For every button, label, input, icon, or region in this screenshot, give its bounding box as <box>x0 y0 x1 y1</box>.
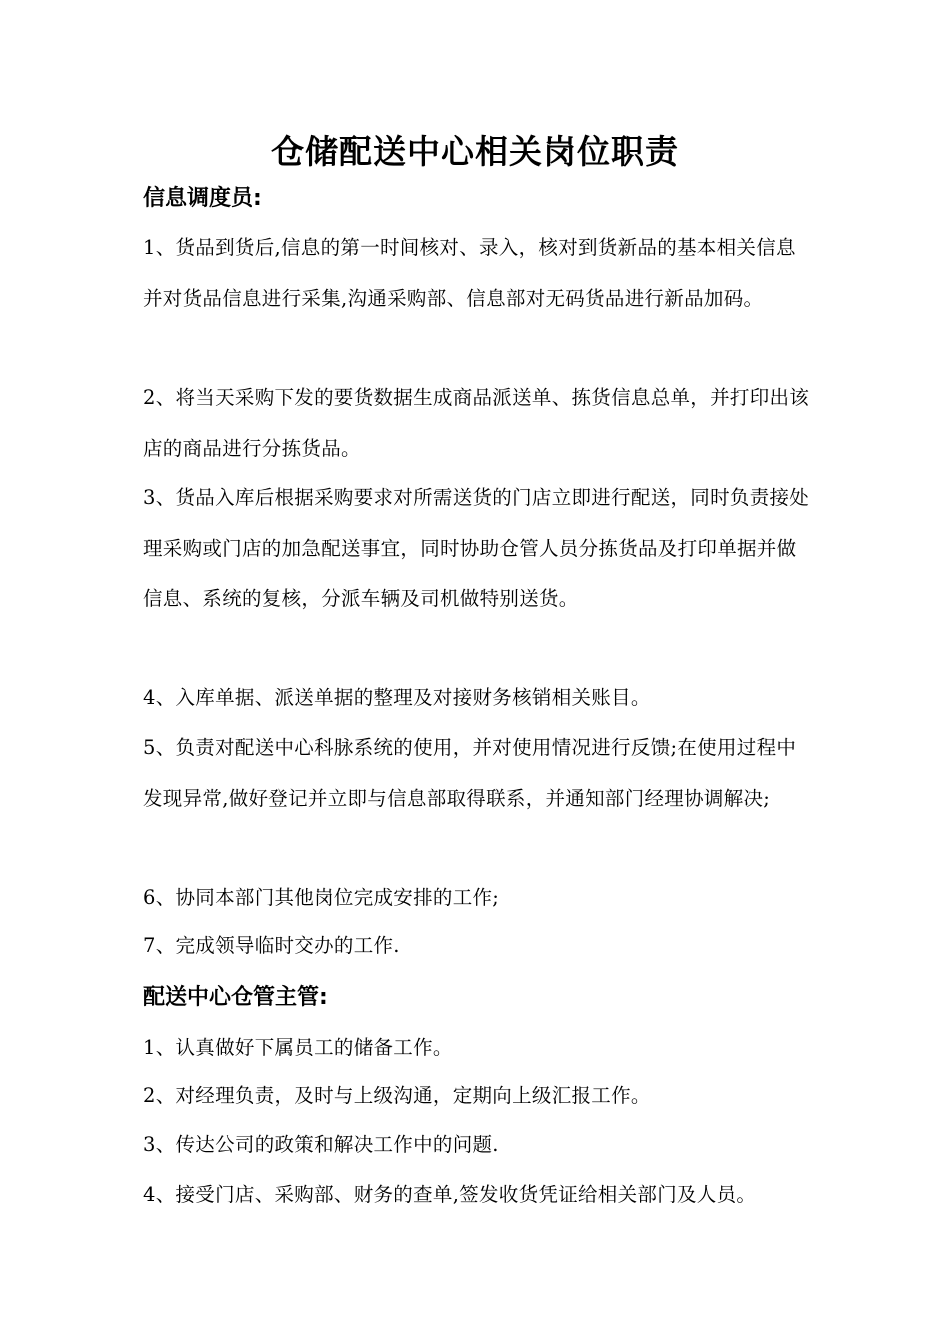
document-title: 仓储配送中心相关岗位职责 <box>271 132 679 171</box>
duty-item: 7、完成领导临时交办的工作. <box>143 934 400 957</box>
duty-item: 2、将当天采购下发的要货数据生成商品派送单、拣货信息总单，并打印出该店的商品进行分拣货品。 <box>143 386 810 460</box>
section-heading-info-dispatcher: 信息调度员: <box>143 186 262 211</box>
section-heading-warehouse-supervisor: 配送中心仓管主管: <box>143 985 328 1010</box>
duty-item: 1、认真做好下属员工的储备工作。 <box>143 1036 453 1059</box>
duty-item: 6、协同本部门其他岗位完成安排的工作; <box>143 886 500 909</box>
duty-item: 4、入库单据、派送单据的整理及对接财务核销相关账目。 <box>143 686 651 709</box>
duty-item: 4、接受门店、采购部、财务的查单,签发收货凭证给相关部门及人员。 <box>143 1183 757 1206</box>
duty-item: 5、负责对配送中心科脉系统的使用，并对使用情况进行反馈;在使用过程中发现异常,做好登记并立即与信息部取得联系，并通知部门经理协调解决; <box>143 736 797 810</box>
duty-item: 3、货品入库后根据采购要求对所需送货的门店立即进行配送，同时负责接处理采购或门店的加急配送事宜，同时协助仓管人员分拣货品及打印单据并做信息、系统的复核，分派车辆及司机做特别送货。 <box>143 486 810 610</box>
duty-item: 3、传达公司的政策和解决工作中的问题. <box>143 1133 499 1156</box>
duty-item: 1、货品到货后,信息的第一时间核对、录入，核对到货新品的基本相关信息并对货品信息进行采集,沟通采购部、信息部对无码货品进行新品加码。 <box>143 236 796 310</box>
duty-item: 2、对经理负责，及时与上级沟通，定期向上级汇报工作。 <box>143 1084 651 1107</box>
